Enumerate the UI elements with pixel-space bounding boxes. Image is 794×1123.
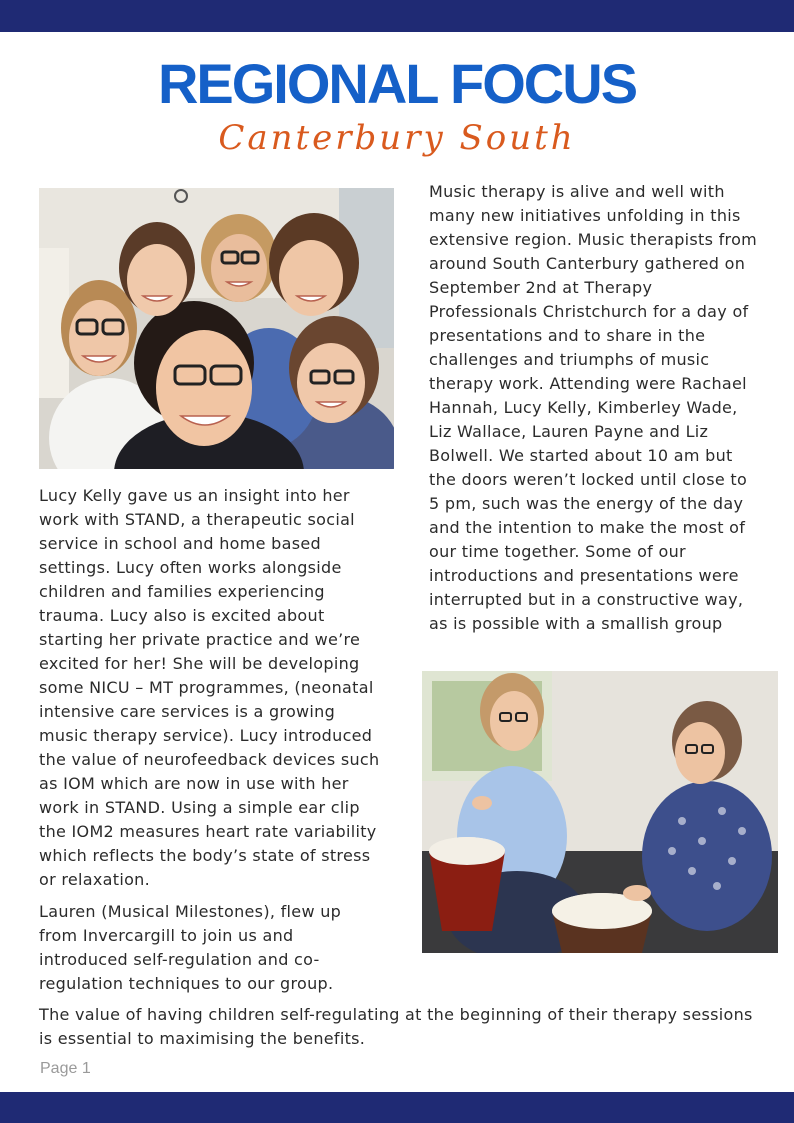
page-subtitle: Canterbury South — [218, 118, 576, 158]
lauren-paragraph: Lauren (Musical Milestones), flew up from Invercargill to join us and introduced self-regulation and co-regulation techniques to our group. — [39, 902, 342, 993]
drumming-photo — [422, 671, 778, 953]
closing-paragraph: The value of having children self-regulating at the beginning of their therapy sessions is essential to maximising the benefits. — [39, 1005, 753, 1048]
page-title: REGIONAL FOCUS — [157, 52, 637, 115]
top-banner — [0, 0, 794, 32]
page-number: Page 1 — [40, 1060, 91, 1077]
bottom-banner — [0, 1092, 794, 1123]
intro-paragraph: Music therapy is alive and well with many new initiatives unfolding in this extensive region. Music therapists from around South Canterbury gathered on September 2nd at Therapy Professionals Christchurch for a day of presentations and to share in the challenges and triumphs of music therapy work. Attending were Rachael Hannah, Lucy Kelly, Kimberley Wade, Liz Wallace, Lauren Payne and Liz Bolwell. We started about 10 am but the doors weren’t locked until close to 5 pm, such was the energy of the day and the intention to make the most of our time together. Some of our introductions and presentations were interrupted but in a constructive way, as is possible with a smallish group — [429, 182, 758, 633]
lucy-paragraph: Lucy Kelly gave us an insight into her work with STAND, a therapeutic social service in school and home based settings. Lucy often works alongside children and families experiencing trauma. Lucy also is excited about starting her private practice and we’re excited for her! She will be developing some NICU – MT programmes, (neonatal intensive care services is a growing music therapy service). Lucy introduced the value of neurofeedback devices such as IOM which are now in use with her work in STAND. Using a simple ear clip the IOM2 measures heart rate variability which reflects the body’s state of stress or relaxation. — [39, 486, 380, 889]
group-selfie-photo — [39, 188, 394, 469]
